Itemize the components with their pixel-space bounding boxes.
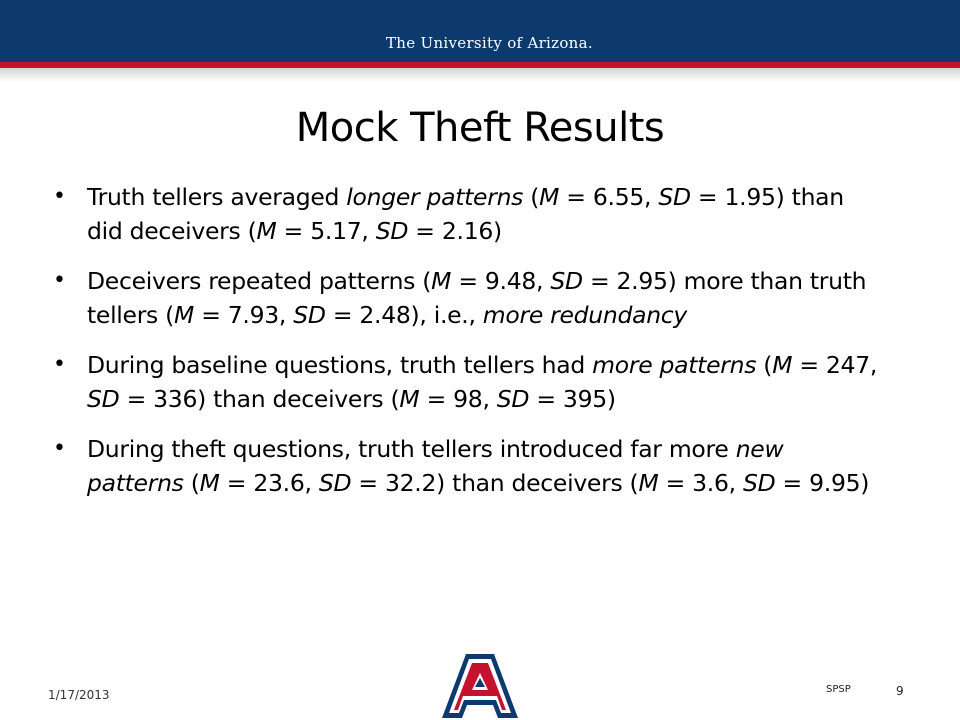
bullet-item bbox=[48, 264, 878, 332]
bullet-text-italic: more patterns bbox=[592, 351, 757, 379]
bullet-item bbox=[48, 180, 878, 248]
bullet-item bbox=[48, 432, 878, 500]
bullet-text: Deceivers repeated patterns ( bbox=[87, 267, 432, 295]
bullet-text-italic: new patterns bbox=[87, 435, 784, 497]
slide-title: Mock Theft Results bbox=[295, 105, 665, 151]
bullet-text: Truth tellers averaged bbox=[87, 183, 347, 211]
bullet-text: ( bbox=[756, 351, 773, 379]
bullet-text-italic: SD bbox=[87, 385, 120, 413]
bullet-text: = 7.93, bbox=[194, 301, 294, 329]
bullet-text: = 5.17, bbox=[276, 217, 376, 245]
header-banner bbox=[0, 0, 960, 62]
bullet-text-italic: more redundancy bbox=[482, 301, 688, 329]
bullet-text-italic: M bbox=[174, 301, 195, 329]
bullet-text: = 23.6, bbox=[219, 469, 319, 497]
bullet-item bbox=[48, 348, 878, 416]
bullet-text: = 3.6, bbox=[658, 469, 743, 497]
bullet-text: = 9.95) bbox=[775, 469, 870, 497]
bullet-text: During baseline questions, truth tellers had bbox=[87, 351, 593, 379]
bullet-text: = 336) than deceivers ( bbox=[119, 385, 400, 413]
bullet-text: During theft questions, truth tellers introduced far more bbox=[87, 435, 736, 463]
bullet-text-italic: M bbox=[256, 217, 277, 245]
page-number: 9 bbox=[896, 684, 904, 698]
bullet-text: = 98, bbox=[419, 385, 497, 413]
bullet-text-italic: M bbox=[638, 469, 659, 497]
bullet-text: = 32.2) than deceivers ( bbox=[351, 469, 639, 497]
bullet-text-italic: M bbox=[772, 351, 793, 379]
bullet-text: = 2.48), i.e., bbox=[325, 301, 483, 329]
university-name: The University of Arizona. bbox=[386, 34, 593, 52]
bullet-dot-icon: • bbox=[53, 184, 66, 209]
bullet-text: = 395) bbox=[529, 385, 616, 413]
bullet-dot-icon: • bbox=[53, 352, 66, 377]
bullet-text-italic: SD bbox=[496, 385, 530, 413]
bullet-text-italic: SD bbox=[293, 301, 326, 329]
bullet-text-italic: longer patterns bbox=[346, 183, 524, 211]
bullet-text: = 2.95) more than truth tellers ( bbox=[87, 267, 867, 329]
bullet-text: = 247, bbox=[792, 351, 878, 379]
bullet-text-italic: SD bbox=[550, 267, 583, 295]
bullet-text: ( bbox=[183, 469, 200, 497]
bullet-text-italic: SD bbox=[742, 469, 776, 497]
bullet-text-italic: M bbox=[199, 469, 220, 497]
bullet-text-italic: SD bbox=[318, 469, 352, 497]
bullet-text-italic: SD bbox=[375, 217, 409, 245]
bullet-text: = 1.95) than did deceivers ( bbox=[87, 183, 844, 245]
bullet-dot-icon: • bbox=[53, 436, 66, 461]
bullet-text-italic: M bbox=[431, 267, 452, 295]
bullet-text-italic: M bbox=[539, 183, 560, 211]
footer-date: 1/17/2013 bbox=[48, 688, 110, 702]
bullet-text: ( bbox=[523, 183, 540, 211]
bullet-text: = 6.55, bbox=[559, 183, 659, 211]
bullet-list bbox=[48, 180, 878, 516]
arizona-block-a-logo-icon bbox=[442, 652, 518, 720]
bullet-text: = 2.16) bbox=[408, 217, 502, 245]
bullet-text-italic: M bbox=[399, 385, 420, 413]
bullet-text: = 9.48, bbox=[451, 267, 551, 295]
bullet-dot-icon: • bbox=[53, 268, 66, 293]
bullet-text-italic: SD bbox=[658, 183, 691, 211]
header-shadow bbox=[0, 68, 960, 82]
footer-event: SPSP bbox=[826, 684, 851, 695]
